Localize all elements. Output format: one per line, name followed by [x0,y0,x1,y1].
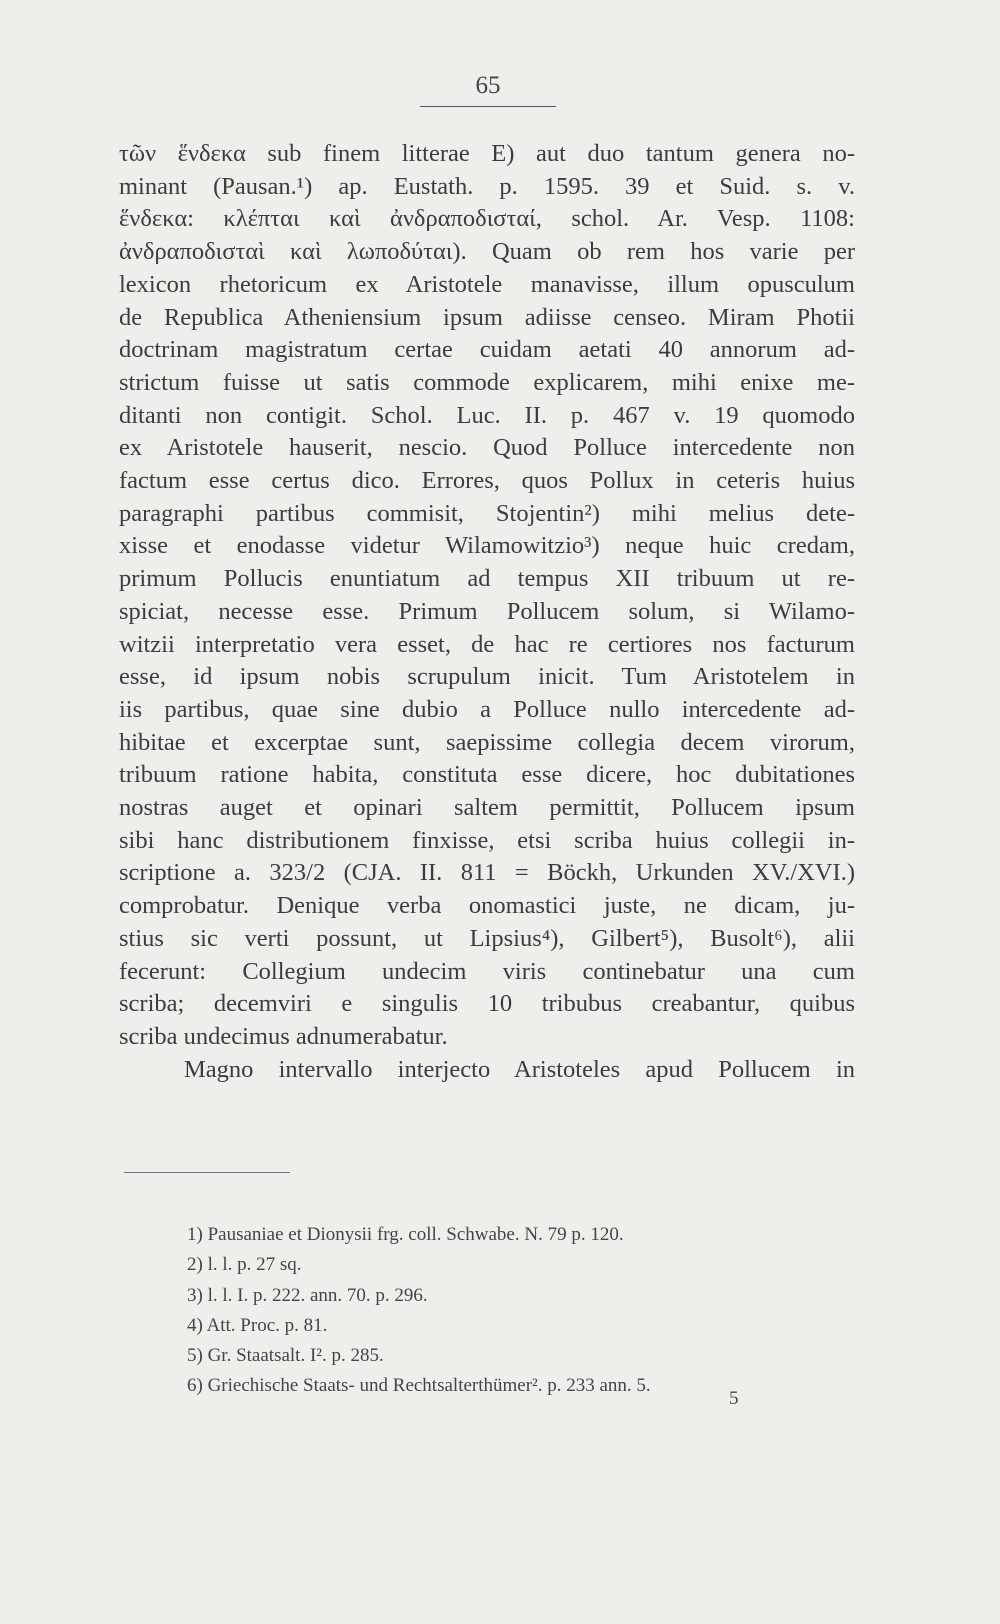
footnote: 2) l. l. p. 27 sq. [187,1254,302,1276]
body-line: stius sic verti possunt, ut Lipsius⁴), Gilbert⁵), Busolt⁶), alii [119,924,855,952]
body-line: doctrinam magistratum certae cuidam aetati 40 annorum ad- [119,336,855,364]
body-line: factum esse certus dico. Errores, quos Pollux in ceteris huius [119,467,855,495]
body-line: τῶν ἕνδεκα sub finem litterae E) aut duo tantum genera no- [119,140,855,167]
body-line: xisse et enodasse videtur Wilamowitzio³) neque huic credam, [119,532,855,560]
footnote: 6) Griechische Staats- und Rechtsalterthümer². p. 233 ann. 5. [187,1375,651,1397]
footnote: 3) l. l. I. p. 222. ann. 70. p. 296. [187,1284,428,1306]
footnotes [187,1220,867,1402]
body-text [119,138,855,1086]
body-line: ἀνδραποδισταὶ καὶ λωποδύται). Quam ob rem hos varie per [119,238,855,266]
body-line: nostras auget et opinari saltem permittit, Pollucem ipsum [119,794,855,822]
body-line: iis partibus, quae sine dubio a Polluce nullo intercedente ad- [119,695,855,723]
body-line: fecerunt: Collegium undecim viris continebatur una cum [119,957,855,985]
footnote: 5) Gr. Staatsalt. I². p. 285. [187,1345,384,1367]
footnote: 1) Pausaniae et Dionysii frg. coll. Schwabe. N. 79 p. 120. [187,1224,624,1245]
signature-mark: 5 [729,1388,739,1409]
body-line: de Republica Atheniensium ipsum adiisse censeo. Miram Photii [119,303,855,331]
body-line: minant (Pausan.¹) ap. Eustath. p. 1595. 39 et Suid. s. v. [119,172,855,200]
body-line: ἕνδεκα: κλέπται καὶ ἀνδραποδισταί, schol. Ar. Vesp. 1108: [119,205,855,233]
body-line: ditanti non contigit. Schol. Luc. II. p. 467 v. 19 quomodo [119,401,855,429]
body-line: scriba undecimus adnumerabatur. [119,1022,448,1050]
body-line: witzii interpretatio vera esset, de hac re certiores nos facturum [119,630,855,658]
body-line: spiciat, necesse esse. Primum Pollucem solum, si Wilamo- [119,597,855,625]
body-line: ex Aristotele hauserit, nescio. Quod Polluce intercedente non [119,434,855,462]
body-line: sibi hanc distributionem finxisse, etsi scriba huius collegii in- [119,826,855,854]
header-rule [420,106,556,107]
body-line: esse, id ipsum nobis scrupulum inicit. Tum Aristotelem in [119,663,855,691]
body-line: comprobatur. Denique verba onomastici juste, ne dicam, ju- [119,892,855,920]
page-number: 65 [475,72,501,99]
body-line: scriptione a. 323/2 (CJA. II. 811 = Böckh, Urkunden XV./XVI.) [119,859,855,887]
body-line: scriba; decemviri e singulis 10 tribubus creabantur, quibus [119,990,855,1018]
footnote: 4) Att. Proc. p. 81. [187,1314,328,1336]
footnote-separator [124,1172,290,1173]
body-line: paragraphi partibus commisit, Stojentin²) mihi melius dete- [119,499,855,527]
body-line: primum Pollucis enuntiatum ad tempus XII tribuum ut re- [119,565,855,593]
body-line-paragraph-start: Magno intervallo interjecto Aristoteles apud Pollucem in [184,1055,855,1083]
body-line: lexicon rhetoricum ex Aristotele manavisse, illum opusculum [119,270,855,298]
body-line: hibitae et excerptae sunt, saepissime collegia decem virorum, [119,728,855,756]
body-line: tribuum ratione habita, constituta esse dicere, hoc dubitationes [119,761,855,789]
body-line: strictum fuisse ut satis commode explicarem, mihi enixe me- [119,368,855,396]
